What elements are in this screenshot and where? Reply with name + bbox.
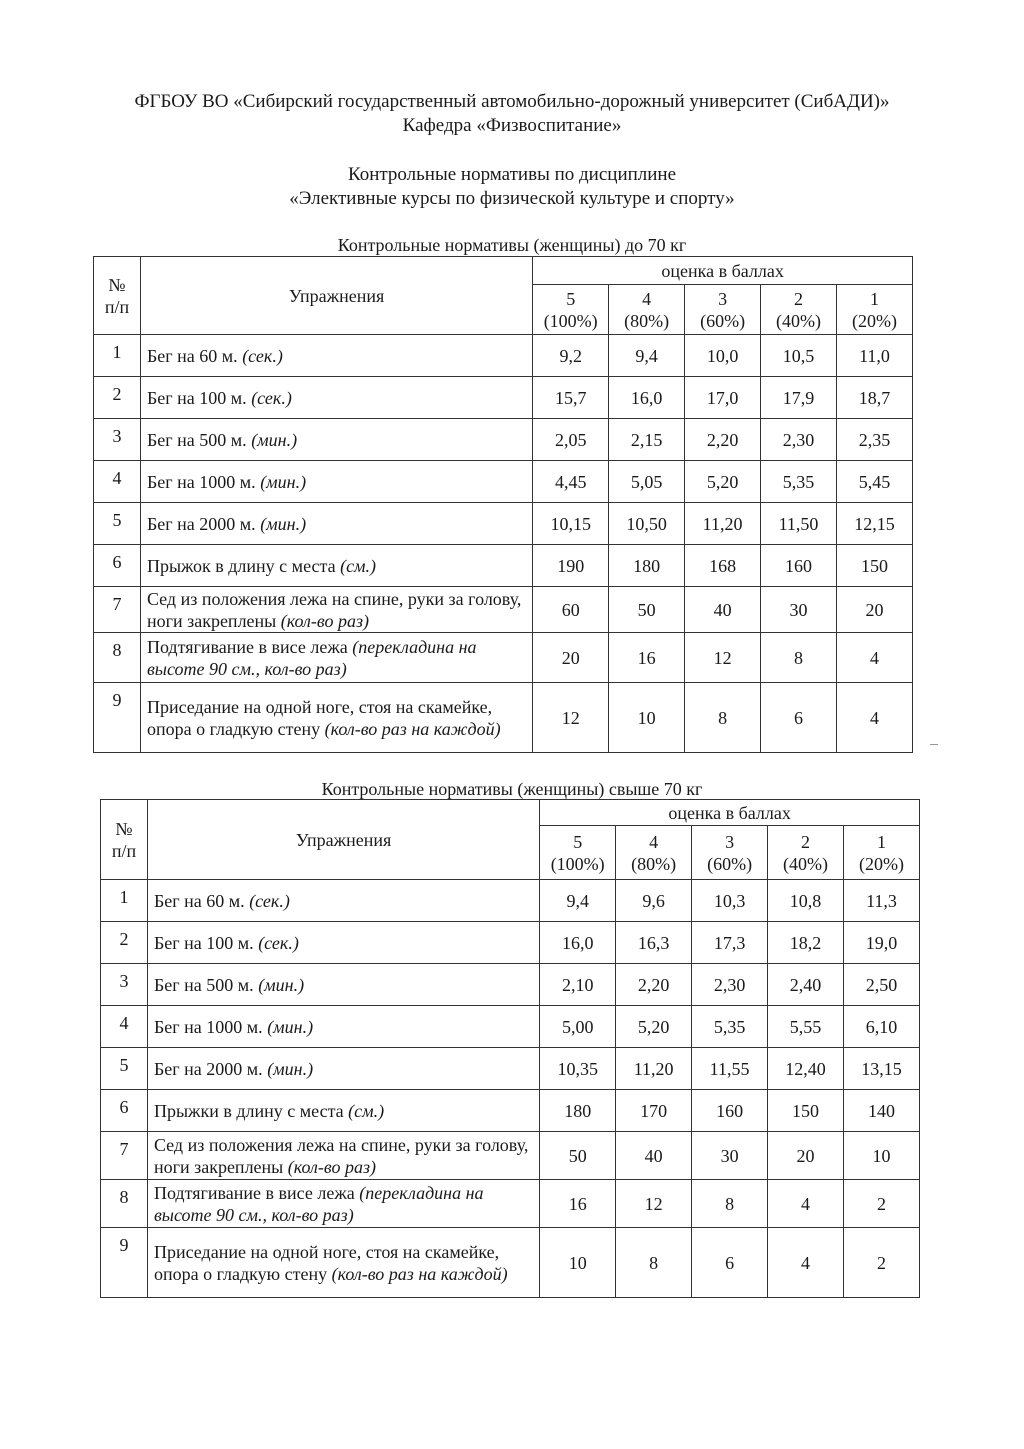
header-score: оценка в баллах: [533, 257, 913, 285]
grade-percent: (80%): [631, 853, 677, 874]
score-value: 4: [836, 633, 912, 683]
score-value: 150: [836, 545, 912, 587]
table-row: [94, 633, 913, 683]
grade-points: 4: [649, 831, 659, 852]
score-value: 9,4: [540, 880, 616, 922]
exercise-name: Приседание на одной ноге, стоя на скамейке, опора о гладкую стену: [153, 1241, 500, 1284]
grade-points: 1: [876, 831, 886, 852]
score-value: 12,40: [768, 1048, 844, 1090]
table-row: [101, 880, 920, 922]
row-number: 9: [94, 683, 141, 753]
exercise-name: Бег на 2000 м.: [153, 1058, 268, 1079]
table-row: [101, 1132, 920, 1180]
header-grade: [616, 826, 692, 880]
exercise-cell: [140, 377, 532, 419]
score-value: 190: [533, 545, 609, 587]
score-value: 6,10: [843, 1006, 919, 1048]
table-row: [94, 461, 913, 503]
table-row: [101, 1006, 920, 1048]
score-value: 5,35: [761, 461, 837, 503]
score-value: 180: [540, 1090, 616, 1132]
score-value: 2,15: [609, 419, 685, 461]
table-row: [94, 683, 913, 753]
grade-points: 5: [573, 831, 583, 852]
score-value: 4: [836, 683, 912, 753]
exercise-unit: (кол-во раз): [287, 1156, 376, 1177]
subtitle-line2: «Элективные курсы по физической культуре и спорту»: [289, 188, 735, 209]
exercise-name: Бег на 500 м.: [153, 974, 259, 995]
score-value: 8: [761, 633, 837, 683]
score-value: 11,3: [843, 880, 919, 922]
score-value: 16: [540, 1180, 616, 1228]
row-number: 4: [101, 1006, 148, 1048]
score-value: 2: [843, 1228, 919, 1298]
header-score: оценка в баллах: [540, 800, 920, 826]
exercise-unit: (мин.): [251, 429, 298, 450]
score-value: 11,0: [836, 335, 912, 377]
header-grade: [533, 285, 609, 335]
score-value: 12: [685, 633, 761, 683]
table-row: [94, 545, 913, 587]
exercise-name: Подтягивание в висе лежа: [153, 1182, 360, 1203]
exercise-unit: (сек.): [249, 890, 290, 911]
score-value: 10,0: [685, 335, 761, 377]
exercise-cell: [147, 1090, 539, 1132]
score-value: 20: [768, 1132, 844, 1180]
table-row: [101, 1048, 920, 1090]
header-num: № п/п: [101, 800, 148, 880]
score-value: 2,30: [692, 964, 768, 1006]
exercise-unit: (мин.): [258, 974, 305, 995]
exercise-unit: (мин.): [267, 1058, 314, 1079]
score-value: 16,0: [609, 377, 685, 419]
row-number: 2: [101, 922, 148, 964]
score-value: 5,20: [616, 1006, 692, 1048]
score-value: 10,35: [540, 1048, 616, 1090]
exercise-name: Бег на 1000 м.: [153, 1016, 268, 1037]
score-value: 10,8: [768, 880, 844, 922]
row-number: 4: [94, 461, 141, 503]
score-value: 40: [616, 1132, 692, 1180]
grade-points: 2: [794, 288, 804, 309]
row-number: 5: [101, 1048, 148, 1090]
table1-caption: Контрольные нормативы (женщины) до 70 кг: [337, 235, 687, 255]
exercise-cell: [147, 1006, 539, 1048]
score-value: 11,55: [692, 1048, 768, 1090]
score-value: 2,05: [533, 419, 609, 461]
score-value: 18,7: [836, 377, 912, 419]
grade-points: 3: [725, 831, 735, 852]
exercise-name: Бег на 100 м.: [146, 387, 252, 408]
norms-table-under-70: [93, 256, 913, 753]
table-row: [94, 335, 913, 377]
exercise-cell: [140, 683, 532, 753]
score-value: 10,15: [533, 503, 609, 545]
exercise-unit: (перекладина на высоте 90 см., кол-во раз): [153, 1182, 484, 1225]
score-value: 17,0: [685, 377, 761, 419]
exercise-cell: [147, 964, 539, 1006]
table-row: [94, 503, 913, 545]
header-grade: [843, 826, 919, 880]
university-name: ФГБОУ ВО «Сибирский государственный автомобильно-дорожный университет (СибАДИ)»: [134, 91, 890, 112]
header-exercise: Упражнения: [140, 257, 532, 335]
grade-percent: (20%): [859, 853, 904, 874]
score-value: 2,20: [685, 419, 761, 461]
score-value: 50: [540, 1132, 616, 1180]
score-value: 10: [843, 1132, 919, 1180]
score-value: 10,3: [692, 880, 768, 922]
exercise-unit: (мин.): [260, 513, 307, 534]
table-row: [101, 964, 920, 1006]
document-subtitle: [0, 163, 1024, 211]
score-value: 140: [843, 1090, 919, 1132]
score-value: 180: [609, 545, 685, 587]
grade-percent: (80%): [624, 310, 670, 331]
header-grade: [761, 285, 837, 335]
exercise-unit: (перекладина на высоте 90 см., кол-во раз): [146, 636, 477, 679]
exercise-name: Бег на 1000 м.: [146, 471, 261, 492]
score-value: 11,20: [685, 503, 761, 545]
row-number: 7: [94, 587, 141, 633]
score-value: 13,15: [843, 1048, 919, 1090]
grade-points: 5: [566, 288, 576, 309]
table-row: [94, 377, 913, 419]
exercise-unit: (сек.): [251, 387, 292, 408]
table-row: [101, 922, 920, 964]
exercise-name: Бег на 60 м.: [153, 890, 250, 911]
score-value: 16: [609, 633, 685, 683]
exercise-cell: [140, 503, 532, 545]
header-grade: [836, 285, 912, 335]
score-value: 50: [609, 587, 685, 633]
header-grade: [685, 285, 761, 335]
score-value: 5,05: [609, 461, 685, 503]
exercise-cell: [147, 922, 539, 964]
row-number: 7: [101, 1132, 148, 1180]
header-grade: [540, 826, 616, 880]
score-value: 160: [692, 1090, 768, 1132]
exercise-cell: [147, 1048, 539, 1090]
exercise-cell: [147, 1228, 539, 1298]
header-grade: [768, 826, 844, 880]
score-value: 20: [836, 587, 912, 633]
grade-percent: (20%): [852, 310, 897, 331]
row-number: 6: [101, 1090, 148, 1132]
exercise-unit: (см.): [348, 1100, 385, 1121]
exercise-unit: (сек.): [258, 932, 299, 953]
grade-percent: (40%): [776, 310, 821, 331]
score-value: 5,00: [540, 1006, 616, 1048]
score-value: 15,7: [533, 377, 609, 419]
header-grade: [692, 826, 768, 880]
score-value: 5,55: [768, 1006, 844, 1048]
exercise-unit: (мин.): [260, 471, 307, 492]
exercise-cell: [147, 880, 539, 922]
grade-points: 4: [642, 288, 652, 309]
row-number: 3: [101, 964, 148, 1006]
exercise-cell: [147, 1180, 539, 1228]
exercise-unit: (сек.): [242, 345, 283, 366]
score-value: 2,20: [616, 964, 692, 1006]
grade-points: 1: [869, 288, 879, 309]
exercise-cell: [140, 335, 532, 377]
score-value: 170: [616, 1090, 692, 1132]
score-value: 4: [768, 1228, 844, 1298]
score-value: 20: [533, 633, 609, 683]
table-row: [101, 1228, 920, 1298]
score-value: 5,35: [692, 1006, 768, 1048]
score-value: 4,45: [533, 461, 609, 503]
score-value: 30: [761, 587, 837, 633]
row-number: 5: [94, 503, 141, 545]
score-value: 10: [609, 683, 685, 753]
subtitle-line1: Контрольные нормативы по дисциплине: [347, 164, 677, 185]
score-value: 12: [533, 683, 609, 753]
score-value: 6: [692, 1228, 768, 1298]
exercise-cell: [140, 587, 532, 633]
score-value: 10,50: [609, 503, 685, 545]
score-value: 11,50: [761, 503, 837, 545]
score-value: 5,45: [836, 461, 912, 503]
grade-percent: (100%): [543, 310, 598, 331]
score-value: 2,10: [540, 964, 616, 1006]
document-header: [0, 90, 1024, 138]
score-value: 160: [761, 545, 837, 587]
score-value: 16,0: [540, 922, 616, 964]
score-value: 17,9: [761, 377, 837, 419]
score-value: 5,20: [685, 461, 761, 503]
row-number: 6: [94, 545, 141, 587]
score-value: 40: [685, 587, 761, 633]
table-row: [94, 587, 913, 633]
score-value: 2,30: [761, 419, 837, 461]
exercise-unit: (кол-во раз): [280, 610, 369, 631]
exercise-name: Сед из положения лежа на спине, руки за голову, ноги закреплены: [146, 588, 522, 631]
exercise-unit: (мин.): [267, 1016, 314, 1037]
score-value: 2: [843, 1180, 919, 1228]
table-row: [94, 419, 913, 461]
exercise-unit: (см.): [340, 555, 377, 576]
grade-percent: (40%): [783, 853, 828, 874]
score-value: 9,2: [533, 335, 609, 377]
score-value: 168: [685, 545, 761, 587]
score-value: 30: [692, 1132, 768, 1180]
row-number: 9: [101, 1228, 148, 1298]
score-value: 12: [616, 1180, 692, 1228]
exercise-name: Бег на 100 м.: [153, 932, 259, 953]
score-value: 2,40: [768, 964, 844, 1006]
exercise-name: Бег на 500 м.: [146, 429, 252, 450]
score-value: 19,0: [843, 922, 919, 964]
score-value: 4: [768, 1180, 844, 1228]
exercise-unit: (кол-во раз на каждой): [324, 718, 501, 739]
score-value: 8: [692, 1180, 768, 1228]
grade-percent: (100%): [550, 853, 605, 874]
header-num: № п/п: [94, 257, 141, 335]
exercise-cell: [147, 1132, 539, 1180]
scan-mark: [930, 744, 938, 745]
score-value: 17,3: [692, 922, 768, 964]
row-number: 1: [101, 880, 148, 922]
score-value: 60: [533, 587, 609, 633]
row-number: 1: [94, 335, 141, 377]
score-value: 12,15: [836, 503, 912, 545]
row-number: 8: [94, 633, 141, 683]
table-row: [101, 1180, 920, 1228]
exercise-name: Прыжки в длину с места: [153, 1100, 349, 1121]
exercise-name: Сед из положения лежа на спине, руки за голову, ноги закреплены: [153, 1134, 529, 1177]
header-exercise: Упражнения: [147, 800, 539, 880]
score-value: 2,35: [836, 419, 912, 461]
score-value: 2,50: [843, 964, 919, 1006]
exercise-name: Прыжок в длину с места: [146, 555, 341, 576]
exercise-name: Подтягивание в висе лежа: [146, 636, 353, 657]
table-row: [101, 1090, 920, 1132]
row-number: 2: [94, 377, 141, 419]
header-grade: [609, 285, 685, 335]
exercise-unit: (кол-во раз на каждой): [331, 1263, 508, 1284]
score-value: 10: [540, 1228, 616, 1298]
exercise-cell: [140, 419, 532, 461]
score-value: 8: [685, 683, 761, 753]
norms-table-over-70: [100, 799, 920, 1298]
exercise-cell: [140, 545, 532, 587]
exercise-cell: [140, 633, 532, 683]
row-number: 8: [101, 1180, 148, 1228]
score-value: 6: [761, 683, 837, 753]
score-value: 18,2: [768, 922, 844, 964]
exercise-name: Приседание на одной ноге, стоя на скамейке, опора о гладкую стену: [146, 696, 493, 739]
exercise-cell: [140, 461, 532, 503]
grade-points: 2: [801, 831, 811, 852]
table2-caption: Контрольные нормативы (женщины) свыше 70 кг: [321, 779, 703, 799]
score-value: 9,4: [609, 335, 685, 377]
score-value: 9,6: [616, 880, 692, 922]
score-value: 16,3: [616, 922, 692, 964]
row-number: 3: [94, 419, 141, 461]
department-name: Кафедра «Физвоспитание»: [402, 115, 622, 136]
score-value: 10,5: [761, 335, 837, 377]
exercise-name: Бег на 60 м.: [146, 345, 243, 366]
exercise-name: Бег на 2000 м.: [146, 513, 261, 534]
grade-points: 3: [718, 288, 728, 309]
score-value: 11,20: [616, 1048, 692, 1090]
score-value: 8: [616, 1228, 692, 1298]
score-value: 150: [768, 1090, 844, 1132]
grade-percent: (60%): [707, 853, 753, 874]
grade-percent: (60%): [700, 310, 746, 331]
